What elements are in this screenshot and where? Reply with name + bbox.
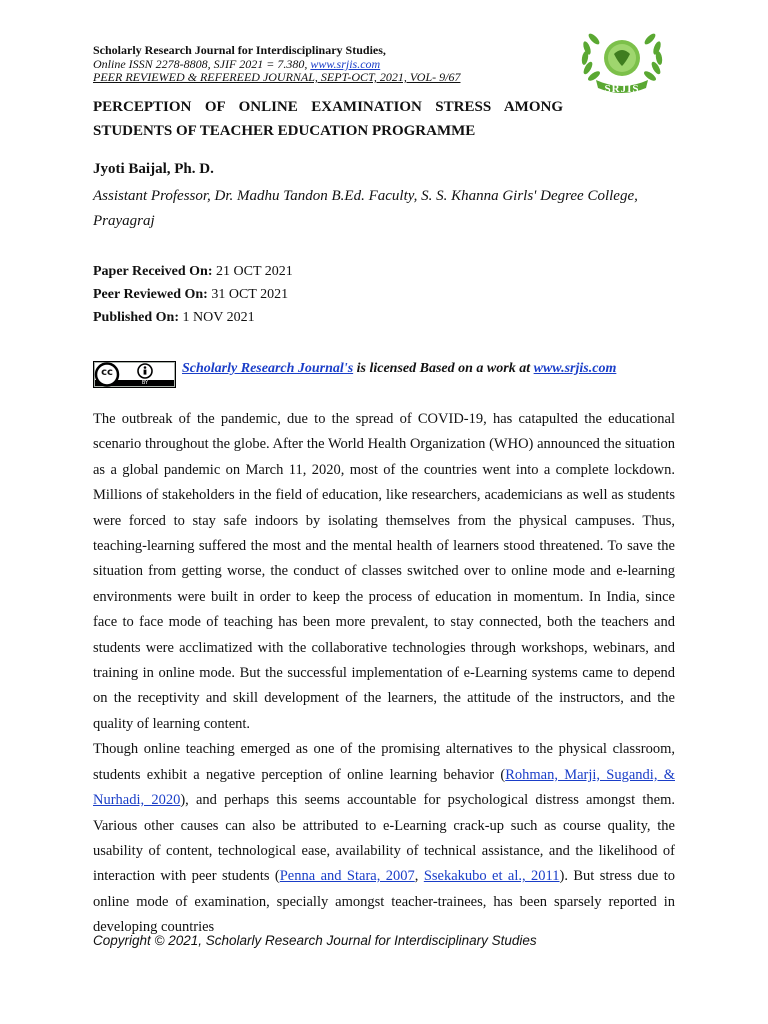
license-middle-text: is licensed Based on a work at [353,361,534,376]
reviewed-value: 31 OCT 2021 [207,287,289,302]
paper-title [93,99,563,140]
para2-text-b: ), and perhaps this seems accountable for psychological distress amongst them. Various other causes can also be attributed to e-Learning crack-up such as course quality, the usability of content, technological ease, availability of technical assistance, and the likelihood of interaction with peer students ( [93,792,675,885]
reviewed-label: Peer Reviewed On: [93,287,208,302]
reviewed-date [93,283,293,306]
cc-by-license-icon[interactable] [93,361,176,388]
submission-dates [93,260,293,329]
srjis-logo [574,28,670,100]
title-line-1: PERCEPTION OF ONLINE EXAMINATION STRESS AMONG [93,99,563,115]
issn-text: Online ISSN 2278-8808, SJIF 2021 = 7.380, [93,57,311,71]
journal-name: Scholarly Research Journal for Interdisciplinary Studies, [93,43,386,57]
citation-link-rohman[interactable]: Rohman, Marji, Sugandi, & Nurhadi, 2020 [93,766,675,809]
para2-text-c: , [414,868,424,885]
para2-text-a: Though online teaching emerged as one of the promising alternatives to the physical classroom, students exhibit a negative perception of online learning behavior ( [93,741,675,783]
paragraph-1: The outbreak of the pandemic, due to the spread of COVID-19, has catapulted the educational scenario throughout the globe. After the World Health Organization (WHO) announced the situation as a global pandemic on March 11, 2020, most of the countries went into a complete lockdown. Millions of stakeholders in the field of education, like researchers, academicians as well as students were forced to stay safe indoors by isolating themselves from the physical campuses. Thus, teaching-learning suffered the most and the mental health of learners stood threatened. To save the situation from getting worse, the conduct of classes switched over to online mode and e-learning environments were built in order to keep the process of education in momentum. In India, since face to face mode of teaching has been more prevalent, to stay connected, both the teachers and students were acclimatized with the collaborative technologies through workshops, webinars, and training in online mode. But the successful implementation of e-Learning systems came to depend on the receptivity and skill development of the learners, the attitude of the instructors, and the quality of learning content. [93,411,675,732]
license-statement [182,361,616,377]
cc-badge-text: cc [101,367,113,378]
peer-review-line: PEER REVIEWED & REFEREED JOURNAL, SEPT-OCT, 2021, VOL- 9/67 [93,70,461,84]
received-label: Paper Received On: [93,264,213,279]
published-value: 1 NOV 2021 [178,310,255,325]
author-name: Jyoti Baijal, Ph. D. [93,161,214,177]
copyright-footer: Copyright © 2021, Scholarly Research Journal for Interdisciplinary Studies [93,933,537,948]
title-line-2: STUDENTS OF TEACHER EDUCATION PROGRAMME [93,123,476,139]
received-value: 21 OCT 2021 [212,264,293,279]
para2-text-d: ). But stress due to online mode of examination, specially amongst teacher-trainees, has been sparsely reported in developing countries [93,868,675,936]
body-text [93,407,675,941]
srjis-site-link[interactable]: www.srjis.com [533,361,617,376]
citation-link-penna[interactable]: Penna and Stara, 2007 [279,868,415,885]
published-label: Published On: [93,310,179,325]
received-date [93,260,293,283]
published-date [93,306,293,329]
citation-link-ssekakubo[interactable]: Ssekakubo et al., 2011 [423,868,560,885]
author-affiliation: Assistant Professor, Dr. Madhu Tandon B.Ed. Faculty, S. S. Khanna Girls' Degree College, Prayagraj [93,188,638,229]
by-badge-text: BY [141,380,149,386]
journal-website-link[interactable]: www.srjis.com [310,57,381,71]
journal-license-link[interactable]: Scholarly Research Journal's [182,361,354,376]
logo-text: SRJIS [604,83,640,95]
paragraph-2 [93,737,675,940]
